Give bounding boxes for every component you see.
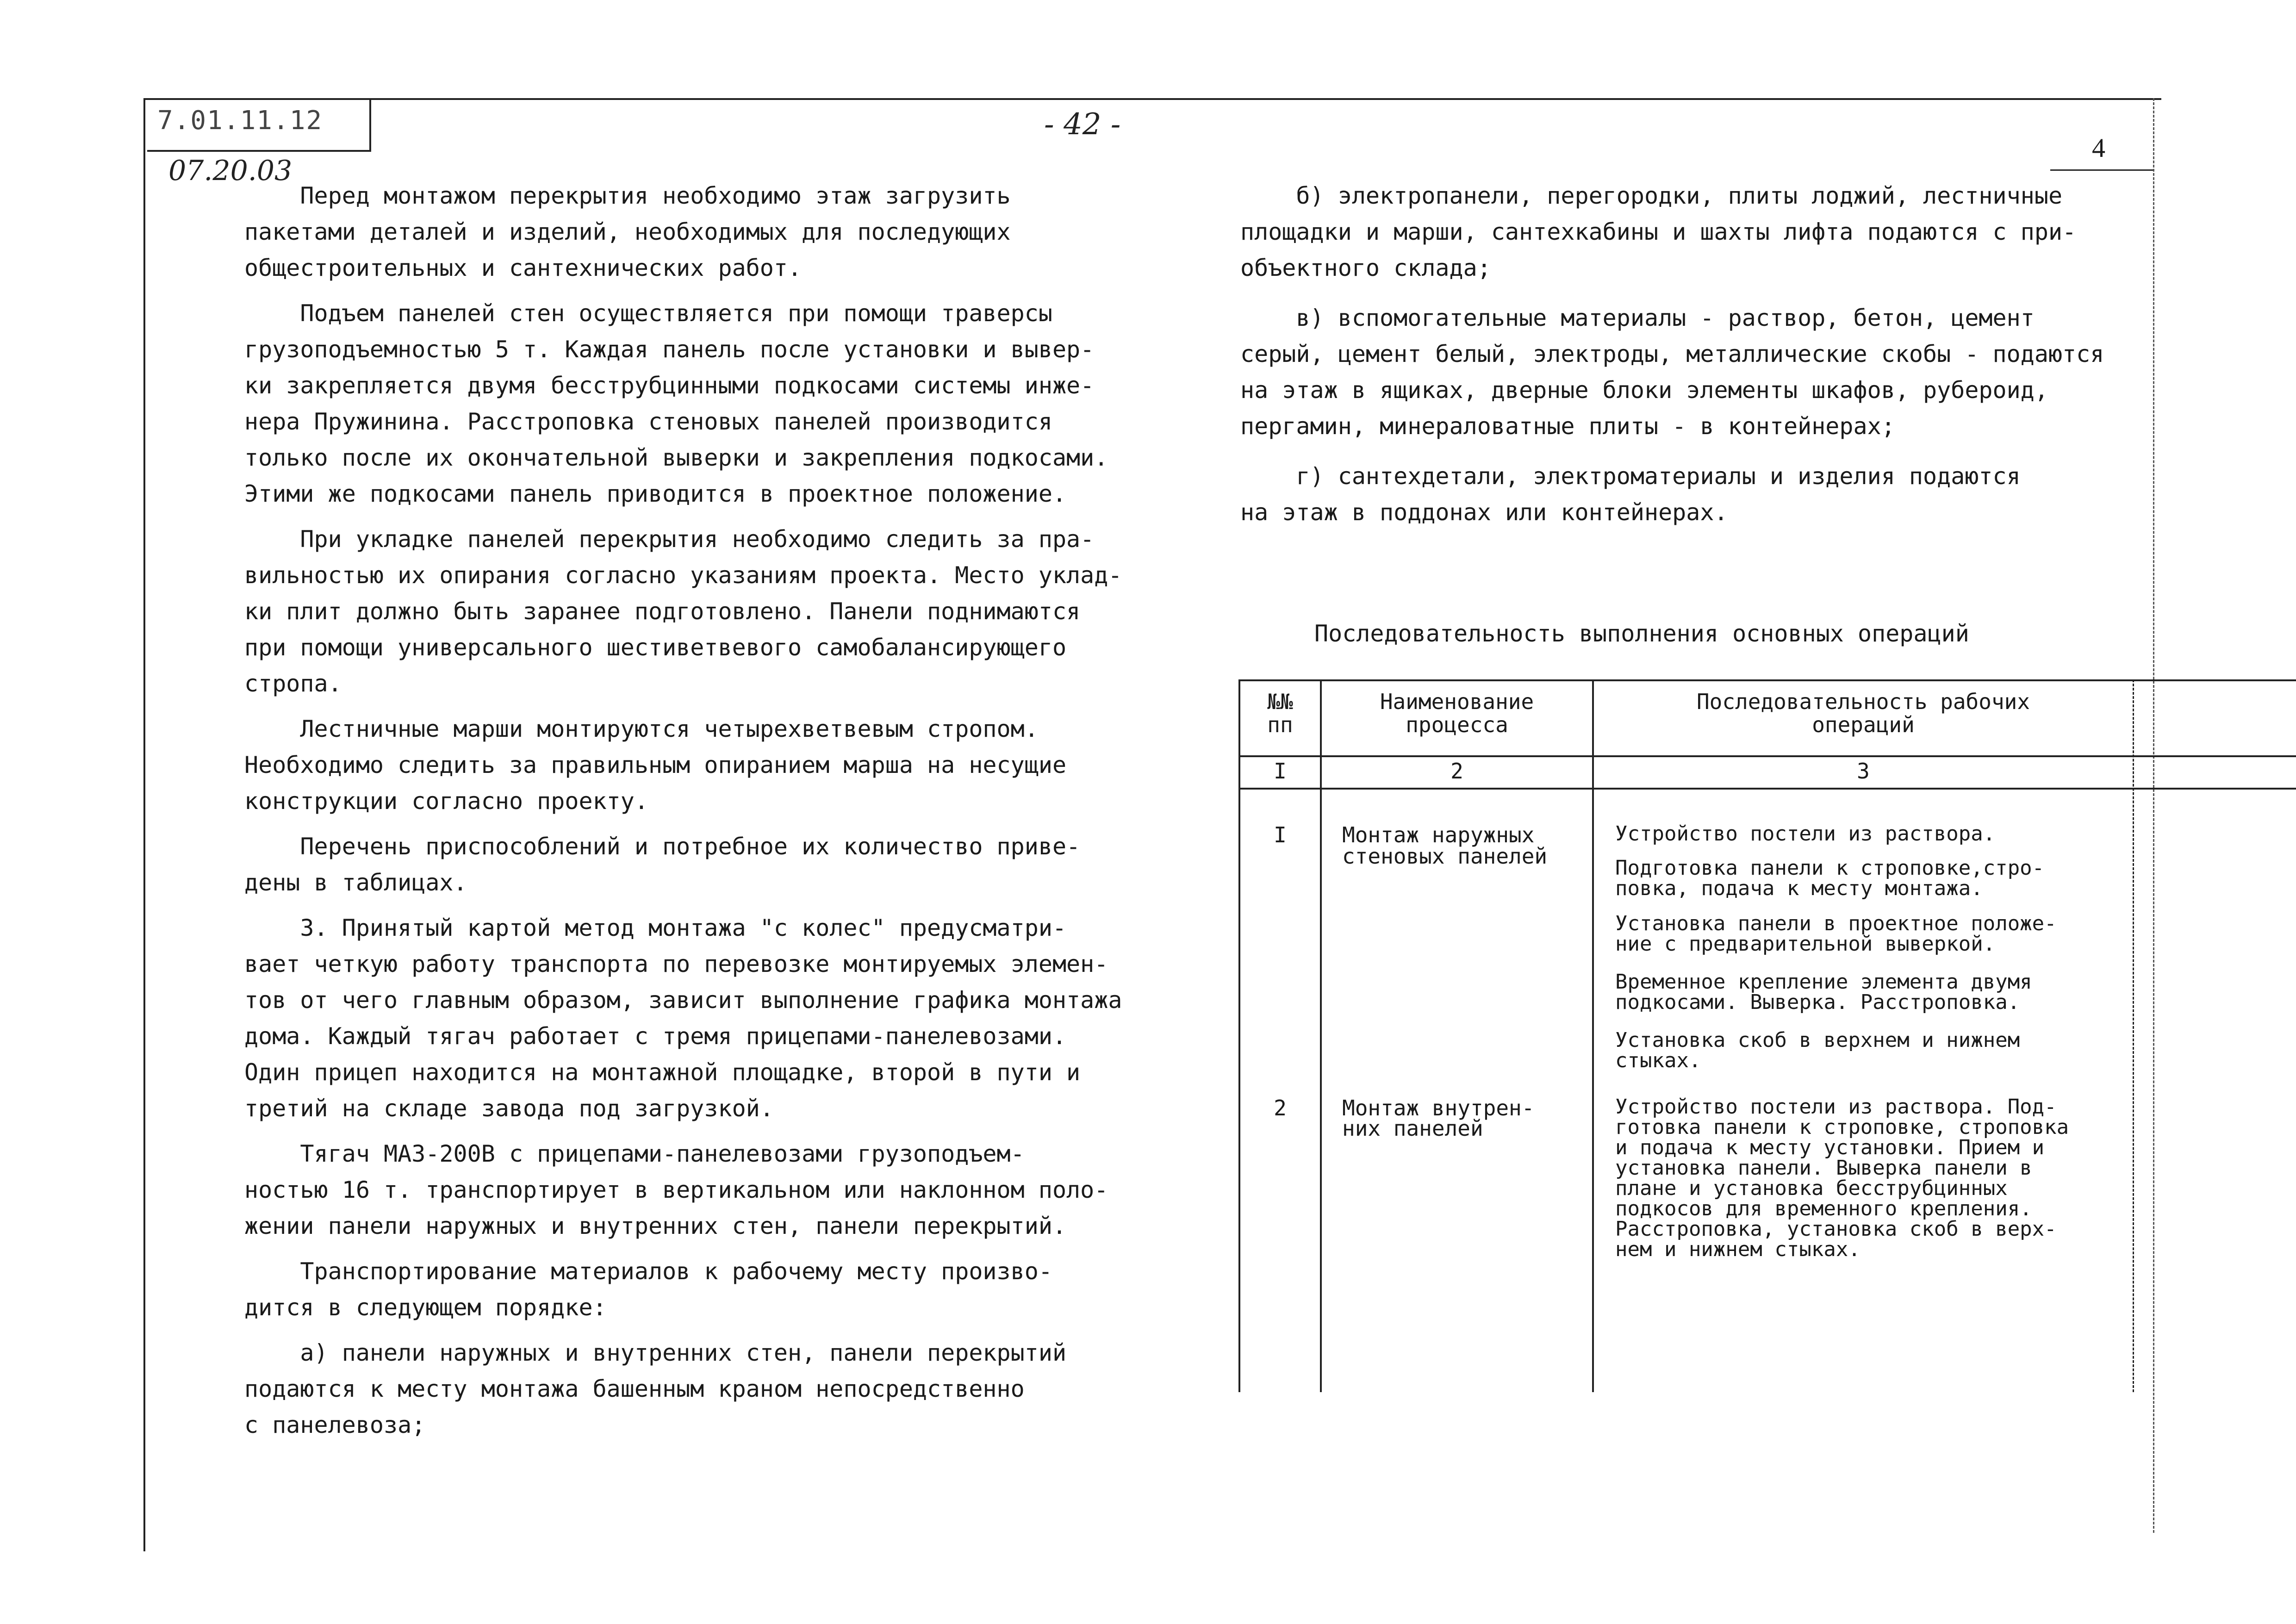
- left-paragraph-6-line-4: дома. Каждый тягач работает с тремя прицепами-панелевозами.: [244, 1023, 1067, 1050]
- left-text-column: [244, 178, 1170, 1443]
- table-col-border-4: [2133, 679, 2134, 1392]
- left-paragraph-3-line-4: при помощи универсального шестиветвевого самобалансирующего: [244, 634, 1067, 661]
- right-paragraph-2-line-4: пергамин, минераловатные плиты - в контейнерах;: [1240, 413, 1895, 440]
- row-2-process-line-2: них панелей: [1342, 1116, 1483, 1141]
- left-paragraph-2-line-4: нера Пружинина. Расстроповка стеновых панелей производится: [244, 408, 1052, 435]
- header-num-line-1: №№: [1267, 689, 1293, 714]
- left-paragraph-1-line-2: пакетами деталей и изделий, необходимых для последующих: [244, 218, 1011, 245]
- frame-left-border: [143, 98, 145, 1551]
- left-paragraph-7-line-3: жении панели наружных и внутренних стен, панели перекрытий.: [244, 1213, 1067, 1239]
- left-paragraph-8-line-1: Транспортирование материалов к рабочему месту произво-: [244, 1258, 1052, 1285]
- left-paragraph-7-line-2: ностью 16 т. транспортирует в вертикальном или наклонном поло-: [244, 1176, 1108, 1203]
- doc-code: 7.01.11.12: [157, 106, 323, 136]
- row-1-op-2-line-1: Подготовка панели к строповке,стро-: [1615, 856, 2045, 880]
- sheet-number-underline: [2050, 169, 2153, 171]
- row-1-op-3-line-2: ние с предварительной выверкой.: [1615, 932, 1996, 956]
- row-2-op-line-2: готовка панели к строповке, строповка: [1615, 1115, 2069, 1139]
- row-1-process-line-2: стеновых панелей: [1342, 844, 1548, 869]
- row-1-op-5-line-2: стыках.: [1615, 1049, 1701, 1072]
- left-paragraph-3-line-3: ки плит должно быть заранее подготовлено. Панели поднимаются: [244, 598, 1081, 625]
- table-col-border-1: [1238, 679, 1240, 1392]
- row-2-op-line-5: плане и установка бесструбцинных: [1615, 1176, 2008, 1200]
- header-num-line-2: пп: [1267, 712, 1293, 737]
- right-paragraph-2-line-2: серый, цемент белый, электроды, металлические скобы - подаются: [1240, 341, 2104, 367]
- left-paragraph-gap: [244, 1325, 1170, 1335]
- left-paragraph-gap: [244, 819, 1170, 828]
- left-paragraph-4-line-3: конструкции согласно проекту.: [244, 788, 648, 815]
- handwritten-code: 07.20.03: [168, 155, 292, 187]
- left-paragraph-3-line-5: стропа.: [244, 670, 342, 697]
- left-paragraph-gap: [244, 1244, 1170, 1253]
- left-paragraph-1-line-1: Перед монтажом перекрытия необходимо этаж загрузить: [244, 182, 1011, 209]
- left-paragraph-gap: [244, 286, 1170, 295]
- row-2-process-line-1: Монтаж внутрен-: [1342, 1095, 1535, 1120]
- left-paragraph-9-line-2: подаются к месту монтажа башенным краном непосредственно: [244, 1375, 1025, 1402]
- left-paragraph-2-line-6: Этими же подкосами панель приводится в проектное положение.: [244, 480, 1067, 507]
- left-paragraph-6-line-5: Один прицеп находится на монтажной площадке, второй в пути и: [244, 1059, 1081, 1086]
- row-2-op-line-7: Расстроповка, установка скоб в верх-: [1615, 1217, 2057, 1241]
- left-paragraph-6-line-6: третий на складе завода под загрузкой.: [244, 1095, 774, 1122]
- left-paragraph-gap: [244, 1126, 1170, 1136]
- row-2-op-line-3: и подача к месту установки. Прием и: [1615, 1136, 2045, 1159]
- row-1-op-2-line-2: повка, подача к месту монтажа.: [1615, 877, 1983, 900]
- left-paragraph-6-line-2: вает четкую работу транспорта по перевозке монтируемых элемен-: [244, 951, 1108, 977]
- row-2-op-line-6: подкосов для временного крепления.: [1615, 1197, 2032, 1220]
- header-process-line-2: процесса: [1406, 712, 1508, 737]
- right-paragraph-3-line-2: на этаж в поддонах или контейнерах.: [1240, 499, 1728, 526]
- right-paragraph-1-line-1: б) электропанели, перегородки, плиты лоджий, лестничные: [1240, 182, 2063, 209]
- left-paragraph-gap: [244, 702, 1170, 711]
- table-title: Последовательность выполнения основных операций: [1314, 620, 1969, 647]
- left-paragraph-6-line-3: тов от чего главным образом, зависит выполнение графика монтажа: [244, 987, 1122, 1014]
- header-operations-line-1: Последовательность рабочих: [1696, 689, 2030, 714]
- right-paragraph-1-line-2: площадки и марши, сантехкабины и шахты лифта подаются с при-: [1240, 218, 2077, 245]
- left-paragraph-2-line-1: Подъем панелей стен осуществляется при помощи траверсы: [244, 300, 1052, 327]
- right-paragraph-2-line-1: в) вспомогательные материалы - раствор, бетон, цемент: [1240, 305, 2035, 331]
- row-1-op-1-line-1: Устройство постели из раствора.: [1615, 822, 1996, 846]
- right-paragraph-1-line-3: объектного склада;: [1240, 255, 1491, 281]
- right-paragraph-2-line-3: на этаж в ящиках, дверные блоки элементы шкафов, рубероид,: [1240, 377, 2048, 404]
- row-2-op-line-1: Устройство постели из раствора. Под-: [1615, 1095, 2057, 1119]
- table-header-separator: [1238, 755, 2296, 757]
- table-col-border-3: [1592, 679, 1594, 1392]
- left-paragraph-3-line-2: вильностью их опирания согласно указаниям проекта. Место уклад-: [244, 562, 1122, 589]
- right-text-column: [1240, 178, 2157, 530]
- header-operations-line-2: операций: [1812, 712, 1915, 737]
- column-number-1: I: [1274, 759, 1287, 784]
- row-2-op-line-8: нем и нижнем стыках.: [1615, 1238, 1860, 1261]
- row-1-op-5-line-1: Установка скоб в верхнем и нижнем: [1615, 1028, 2020, 1052]
- left-paragraph-8-line-2: дится в следующем порядке:: [244, 1294, 607, 1321]
- left-paragraph-6-line-1: 3. Принятый картой метод монтажа "с колес" предусматри-: [244, 915, 1067, 941]
- left-paragraph-4-line-2: Необходимо следить за правильным опиранием марша на несущие: [244, 752, 1067, 778]
- left-paragraph-7-line-1: Тягач МАЗ-200В с прицепами-панелевозами грузоподъем-: [244, 1140, 1025, 1167]
- row-1-op-4-line-2: подкосами. Выверка. Расстроповка.: [1615, 990, 2020, 1014]
- left-paragraph-gap: [244, 901, 1170, 910]
- row-1-op-3-line-1: Установка панели в проектное положе-: [1615, 912, 2057, 935]
- table-col-border-2: [1320, 679, 1322, 1392]
- left-paragraph-5-line-1: Перечень приспособлений и потребное их количество приве-: [244, 833, 1081, 860]
- left-paragraph-1-line-3: общестроительных и сантехнических работ.: [244, 255, 802, 281]
- row-1-num: I: [1274, 822, 1287, 847]
- header-process-line-1: Наименование: [1380, 689, 1534, 714]
- row-2-num: 2: [1274, 1095, 1287, 1120]
- column-number-2: 2: [1450, 759, 1463, 784]
- page-number: - 42 -: [1044, 107, 1121, 142]
- left-paragraph-2-line-2: грузоподъемностью 5 т. Каждая панель после установки и вывер-: [244, 336, 1095, 363]
- left-paragraph-5-line-2: дены в таблицах.: [244, 869, 467, 896]
- left-paragraph-3-line-1: При укладке панелей перекрытия необходимо следить за пра-: [244, 526, 1095, 553]
- row-1-op-4-line-1: Временное крепление элемента двумя: [1615, 970, 2032, 994]
- sheet-number: 4: [2092, 133, 2105, 163]
- left-paragraph-9-line-3: с панелевоза;: [244, 1412, 426, 1438]
- left-paragraph-2-line-3: ки закрепляется двумя бесструбцинными подкосами системы инже-: [244, 372, 1095, 399]
- right-paragraph-gap: [1240, 286, 2157, 300]
- frame-top-border: [143, 98, 2161, 100]
- table-top-border: [1238, 679, 2296, 681]
- right-paragraph-gap: [1240, 444, 2157, 458]
- column-number-3: 3: [1857, 759, 1870, 784]
- row-2-op-line-4: установка панели. Выверка панели в: [1615, 1156, 2032, 1180]
- left-paragraph-9-line-1: а) панели наружных и внутренних стен, панели перекрытий: [244, 1339, 1067, 1366]
- table-colnum-separator: [1238, 788, 2296, 790]
- right-paragraph-3-line-1: г) сантехдетали, электроматериалы и изделия подаются: [1240, 463, 2021, 490]
- left-paragraph-gap: [244, 512, 1170, 521]
- left-paragraph-4-line-1: Лестничные марши монтируются четырехветвевым стропом.: [244, 716, 1039, 742]
- row-1-process-line-1: Монтаж наружных: [1342, 822, 1535, 847]
- left-paragraph-2-line-5: только после их окончательной выверки и закрепления подкосами.: [244, 444, 1108, 471]
